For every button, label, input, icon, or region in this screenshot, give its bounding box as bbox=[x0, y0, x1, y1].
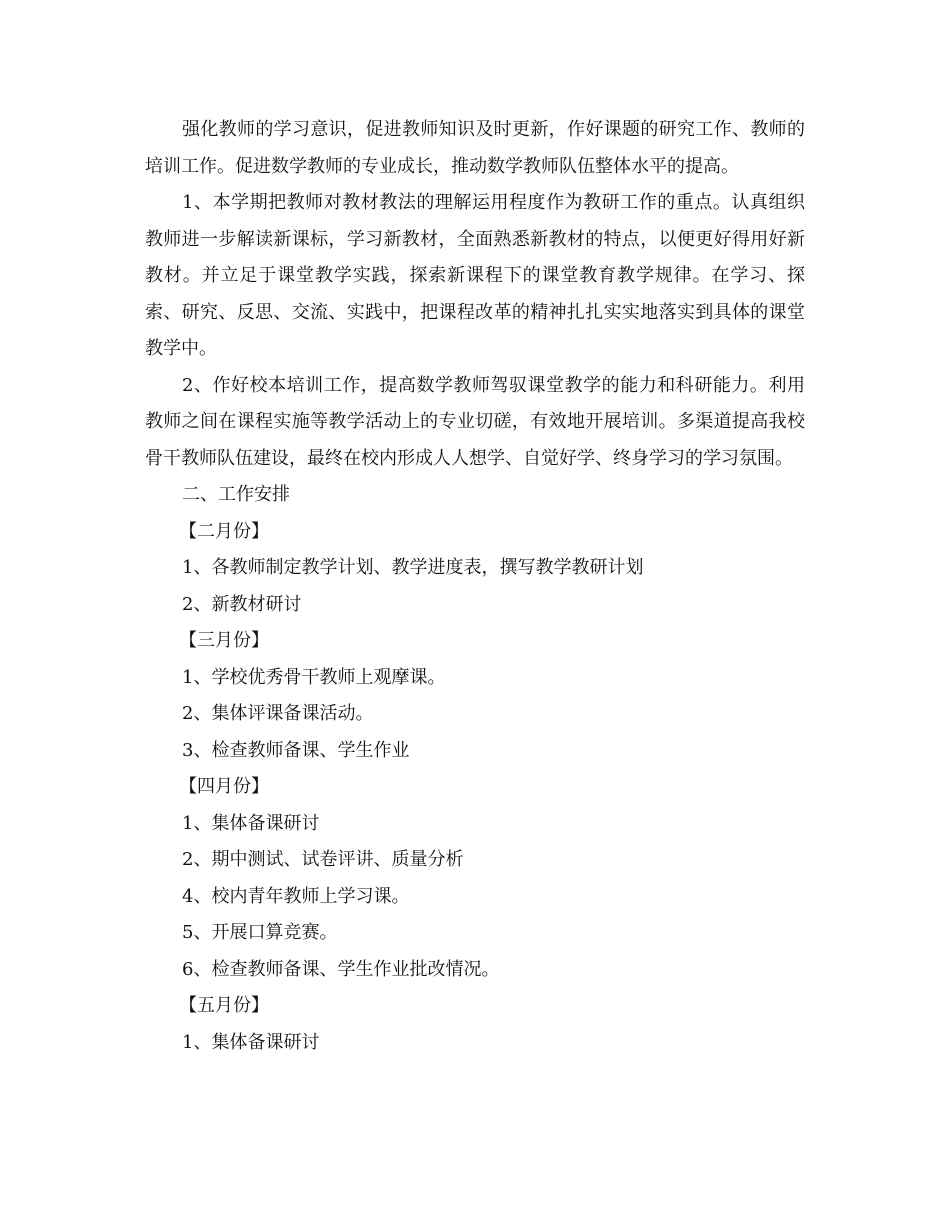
month-heading-march: 【三月份】 bbox=[179, 630, 269, 651]
list-item: 1、集体备课研讨 bbox=[182, 812, 320, 834]
list-item: 1、学校优秀骨干教师上观摩课。 bbox=[182, 666, 446, 688]
list-item: 2、新教材研讨 bbox=[182, 593, 302, 615]
intro-paragraph: 强化教师的学习意识，促进教师知识及时更新，作好课题的研究工作、教师的培训工作。促进数学教师的专业成长，推动数学教师队伍整体水平的提高。 bbox=[145, 119, 805, 177]
document-body bbox=[145, 112, 805, 1061]
month-heading-february: 【二月份】 bbox=[179, 520, 269, 542]
point-1-paragraph: 1、本学期把教师对教材教法的理解运用程度作为教研工作的重点。认真组织教师进一步解读新课标，学习新教材，全面熟悉新教材的特点，以便更好得用好新教材。并立足于课堂教学实践，探索新课程下的课堂教育教学规律。在学习、探索、研究、反思、交流、实践中，把课程改革的精神扎扎实实地落实到具体的课堂教学中。 bbox=[145, 192, 805, 359]
point-2-paragraph: 2、作好校本培训工作，提高数学教师驾驭课堂教学的能力和科研能力。利用教师之间在课程实施等教学活动上的专业切磋，有效地开展培训。多渠道提高我校骨干教师队伍建设，最终在校内形成人人想学、自觉好学、终身学习的学习氛围。 bbox=[145, 374, 805, 469]
month-heading-april: 【四月份】 bbox=[179, 776, 269, 797]
list-item: 1、集体备课研讨 bbox=[182, 1031, 320, 1053]
list-item: 6、检查教师备课、学生作业批改情况。 bbox=[182, 958, 500, 980]
list-item: 4、校内青年教师上学习课。 bbox=[182, 885, 410, 907]
list-item: 2、期中测试、试卷评讲、质量分析 bbox=[182, 849, 464, 870]
list-item: 1、各教师制定教学计划、教学进度表，撰写教学教研计划 bbox=[182, 557, 644, 578]
list-item: 2、集体评课备课活动。 bbox=[182, 703, 374, 724]
list-item: 3、检查教师备课、学生作业 bbox=[182, 739, 410, 761]
month-heading-may: 【五月份】 bbox=[179, 995, 269, 1016]
list-item: 5、开展口算竞赛。 bbox=[182, 922, 338, 943]
section-heading: 二、工作安排 bbox=[182, 484, 290, 505]
